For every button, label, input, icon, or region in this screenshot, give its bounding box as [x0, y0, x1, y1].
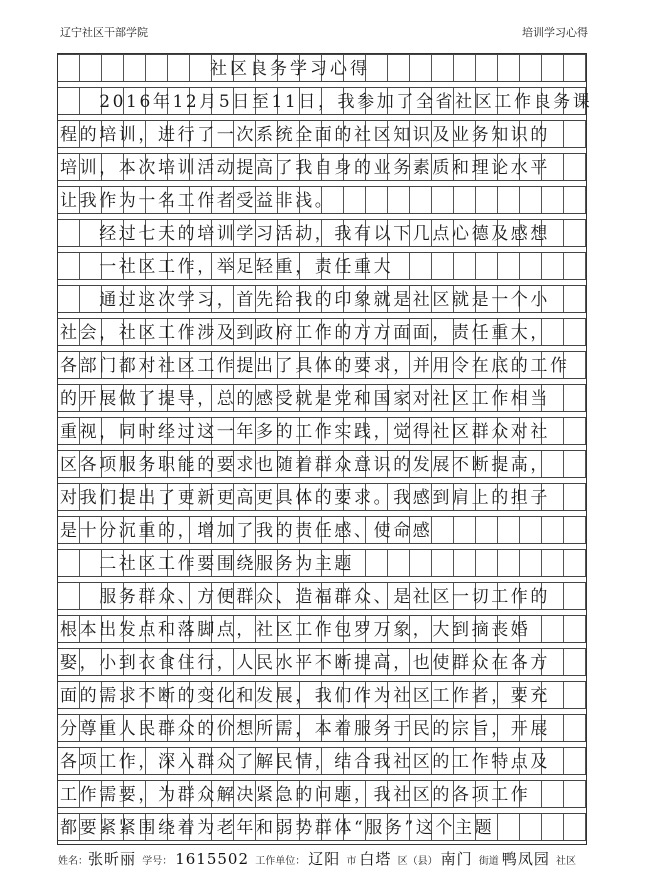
text-line: 区各项服务职能的要求也随着群众意识的发展不断提高，	[60, 455, 550, 475]
paper-row	[58, 186, 586, 214]
paper-row	[58, 483, 586, 511]
work-unit-label: 工作单位：	[255, 856, 306, 867]
paper-row	[58, 582, 586, 610]
text-line: 分尊重人民群众的价想所需，本着服务于民的宗旨，开展	[60, 719, 550, 739]
paper-row	[58, 54, 586, 82]
text-line: 娶，小到衣食住行，人民水平不断提高，也使群众在各方	[60, 653, 550, 673]
community-value: 鸭凤园	[501, 850, 550, 868]
city-value: 辽阳	[308, 850, 341, 868]
paper-row	[58, 516, 586, 544]
paper-row	[58, 384, 586, 412]
street-value: 南门	[440, 850, 473, 868]
community-label: 社区	[556, 856, 577, 867]
text-line: 都要紧紧围绕着为老年和弱势群体“服务”这个主题	[60, 818, 495, 838]
paper-row	[58, 615, 586, 643]
document-title: 社区良务学习心得	[210, 59, 370, 79]
text-line: 培训，本次培训活动提高了我自身的业务素质和理论水平	[60, 158, 550, 178]
paper-row	[58, 87, 593, 115]
student-id-label: 学号：	[142, 856, 173, 867]
text-line: 重视，同时经过这一年多的工作实践，觉得社区群众对社	[60, 422, 550, 442]
paper-row	[58, 417, 586, 445]
paper-row	[58, 219, 586, 247]
paper-row	[58, 153, 586, 181]
name-value: 张昕丽	[88, 850, 137, 868]
text-line: 的开展做了提导，总的感受就是党和国家对社区工作相当	[60, 389, 550, 409]
text-line: 各项工作，深入群众了解民情，结合我社区的工作特点及	[60, 752, 550, 772]
document-type: 培训学习心得	[522, 26, 588, 39]
text-line: 对我们提出了更新更高更具体的要求。我感到肩上的担子	[60, 488, 550, 508]
paper-row	[58, 351, 586, 379]
paper-row	[58, 120, 586, 148]
text-line: 服务群众、方便群众、造福群众、是社区一切工作的	[60, 587, 550, 607]
student-id-value: 1615502	[175, 850, 250, 868]
street-label: 街道	[478, 856, 499, 867]
paper-row	[58, 318, 586, 346]
text-line: 经过七天的培训学习活动，我有以下几点心德及感想	[60, 224, 550, 244]
district-value: 白塔	[359, 850, 392, 868]
paper-row	[58, 252, 586, 280]
paper-row	[58, 450, 586, 478]
institute-name: 辽宁社区干部学院	[60, 26, 148, 39]
text-line: 是十分沉重的，增加了我的责任感、使命感	[60, 521, 433, 541]
paper-row	[58, 813, 586, 841]
text-line: 各部门都对社区工作提出了具体的要求，并用令在底的工作	[60, 356, 570, 376]
section-heading: 二社区工作要围绕服务为主题	[60, 554, 354, 574]
footer-info	[58, 848, 579, 869]
name-label: 姓名：	[58, 856, 88, 867]
text-line: 程的培训，进行了一次系统全面的社区知识及业务知识的	[60, 125, 550, 145]
city-label: 市	[346, 856, 357, 867]
paper-row	[58, 648, 586, 676]
text-line: 让我作为一名工作者受益非浅。	[60, 191, 335, 211]
text-line: 面的需求不断的变化和发展，我们作为社区工作者，要充	[60, 686, 550, 706]
paper-row	[58, 549, 586, 577]
text-line: 社会，社区工作涉及到政府工作的方方面面，责任重大，	[60, 323, 550, 343]
paper-row	[58, 714, 586, 742]
lined-paper	[57, 53, 593, 845]
paper-row	[58, 780, 586, 808]
section-heading: 一社区工作，举足轻重，责任重大	[60, 257, 394, 277]
paper-row	[58, 285, 586, 313]
paper-row	[58, 681, 586, 709]
text-line: 2016年12月5日至11日，我参加了全省社区工作良务课	[60, 92, 593, 112]
paper-row	[58, 747, 586, 775]
district-label: 区（县）	[397, 856, 438, 867]
text-line: 通过这次学习，首先给我的印象就是社区就是一个小	[60, 290, 550, 310]
text-line: 根本出发点和落脚点，社区工作包罗万象，大到摘丧婚	[60, 620, 531, 640]
text-line: 工作需要，为群众解决紧急的问题，我社区的各项工作	[60, 785, 531, 805]
